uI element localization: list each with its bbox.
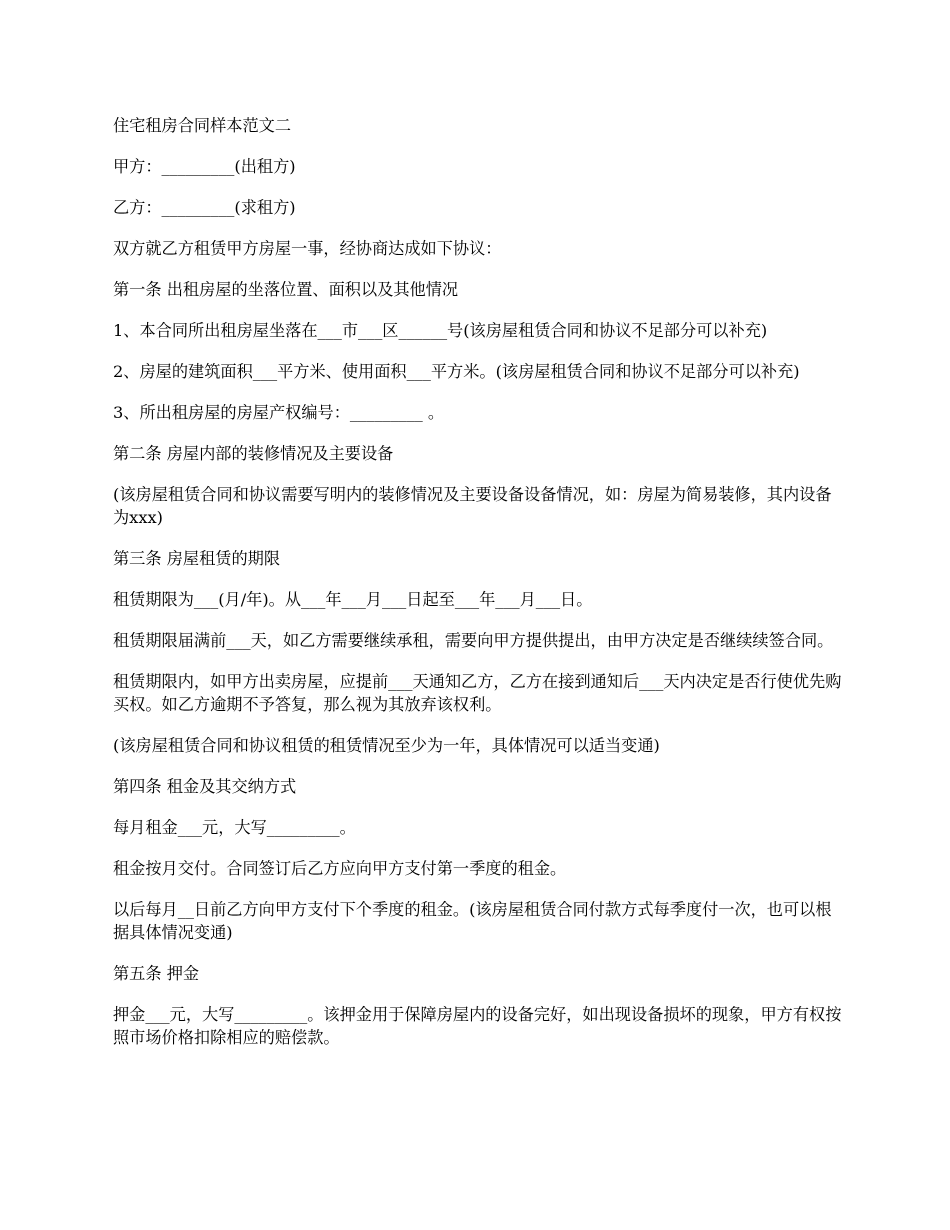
article-3-note: (该房屋租赁合同和协议租赁的租赁情况至少为一年，具体情况可以适当变通) <box>113 736 660 755</box>
article-2-heading: 第二条 房屋内部的装修情况及主要设备 <box>113 444 394 463</box>
article-4-payment: 租金按月交付。合同签订后乙方应向甲方支付第一季度的租金。 <box>113 859 567 878</box>
article-1-clause-3: 3、所出租房屋的房屋产权编号：_________ 。 <box>113 403 445 422</box>
party-a-line: 甲方：_________(出租方) <box>113 157 296 176</box>
article-4-schedule: 以后每月__日前乙方向甲方支付下个季度的租金。(该房屋租赁合同付款方式每季度付一次，也可以根据具体情况变通) <box>113 900 832 942</box>
article-3-heading: 第三条 房屋租赁的期限 <box>113 549 281 568</box>
agreement-intro: 双方就乙方租赁甲方房屋一事，经协商达成如下协议： <box>113 239 502 258</box>
document-title: 住宅租房合同样本范文二 <box>113 116 292 135</box>
article-1-heading: 第一条 出租房屋的坐落位置、面积以及其他情况 <box>113 280 459 299</box>
article-3-sale-notice: 租赁期限内，如甲方出卖房屋，应提前___天通知乙方，乙方在接到通知后___天内决定是否行使优先购买权。如乙方逾期不予答复，那么视为其放弃该权利。 <box>113 672 842 714</box>
article-3-term: 租赁期限为___(月/年)。从___年___月___日起至___年___月___日。 <box>113 590 593 609</box>
article-4-monthly-rent: 每月租金___元，大写_________。 <box>113 818 356 837</box>
document-body <box>113 114 843 1067</box>
article-1-clause-2: 2、房屋的建筑面积___平方米、使用面积___平方米。(该房屋租赁合同和协议不足部分可以补充) <box>113 362 800 381</box>
article-5-deposit: 押金___元，大写_________。该押金用于保障房屋内的设备完好，如出现设备损坏的现象，甲方有权按照市场价格扣除相应的赔偿款。 <box>113 1005 842 1047</box>
article-2-note: (该房屋租赁合同和协议需要写明内的装修情况及主要设备设备情况，如：房屋为简易装修，其内设备为xxx) <box>113 485 832 527</box>
party-b-line: 乙方：_________(求租方) <box>113 198 296 217</box>
article-1-clause-1: 1、本合同所出租房屋坐落在___市___区______号(该房屋租赁合同和协议不足部分可以补充) <box>113 321 768 340</box>
article-5-heading: 第五条 押金 <box>113 964 200 983</box>
article-3-renewal: 租赁期限届满前___天，如乙方需要继续承租，需要向甲方提供提出，由甲方决定是否继续续签合同。 <box>113 631 834 650</box>
article-4-heading: 第四条 租金及其交纳方式 <box>113 777 297 796</box>
